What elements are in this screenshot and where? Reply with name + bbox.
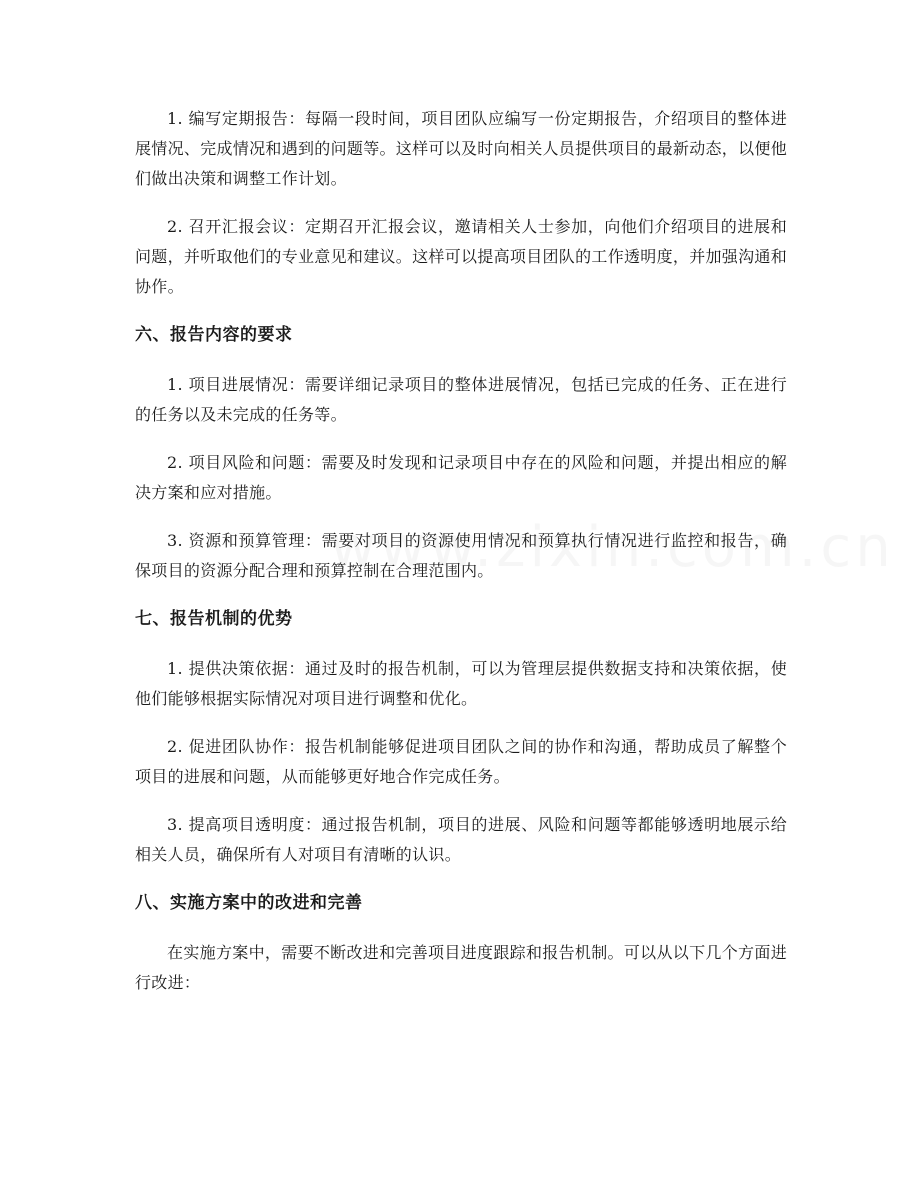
paragraph: 在实施方案中，需要不断改进和完善项目进度跟踪和报告机制。可以从以下几个方面进行改进： [135, 943, 787, 992]
section-heading: 六、报告内容的要求 [135, 325, 293, 345]
paragraph: 1. 提供决策依据：通过及时的报告机制，可以为管理层提供数据支持和决策依据，使他们能够根据实际情况对项目进行调整和优化。 [135, 659, 787, 708]
paragraph: 1. 项目进展情况：需要详细记录项目的整体进展情况，包括已完成的任务、正在进行的任务以及未完成的任务等。 [135, 375, 787, 424]
paragraph: 2. 促进团队协作：报告机制能够促进项目团队之间的协作和沟通，帮助成员了解整个项目的进展和问题，从而能够更好地合作完成任务。 [135, 737, 787, 786]
paragraph: 1. 编写定期报告：每隔一段时间，项目团队应编写一份定期报告，介绍项目的整体进展情况、完成情况和遇到的问题等。这样可以及时向相关人员提供项目的最新动态，以便他们做出决策和调整工作计划。 [135, 109, 788, 188]
section-heading: 八、实施方案中的改进和完善 [135, 893, 363, 913]
paragraph: 2. 召开汇报会议：定期召开汇报会议，邀请相关人士参加，向他们介绍项目的进展和问题，并听取他们的专业意见和建议。这样可以提高项目团队的工作透明度，并加强沟通和协作。 [135, 217, 788, 296]
section-heading: 七、报告机制的优势 [135, 609, 293, 629]
paragraph: 3. 提高项目透明度：通过报告机制，项目的进展、风险和问题等都能够透明地展示给相关人员，确保所有人对项目有清晰的认识。 [135, 815, 787, 864]
paragraph: 2. 项目风险和问题：需要及时发现和记录项目中存在的风险和问题，并提出相应的解决方案和应对措施。 [135, 453, 787, 502]
paragraph: 3. 资源和预算管理：需要对项目的资源使用情况和预算执行情况进行监控和报告，确保项目的资源分配合理和预算控制在合理范围内。 [135, 531, 787, 580]
document-body [135, 104, 787, 1016]
